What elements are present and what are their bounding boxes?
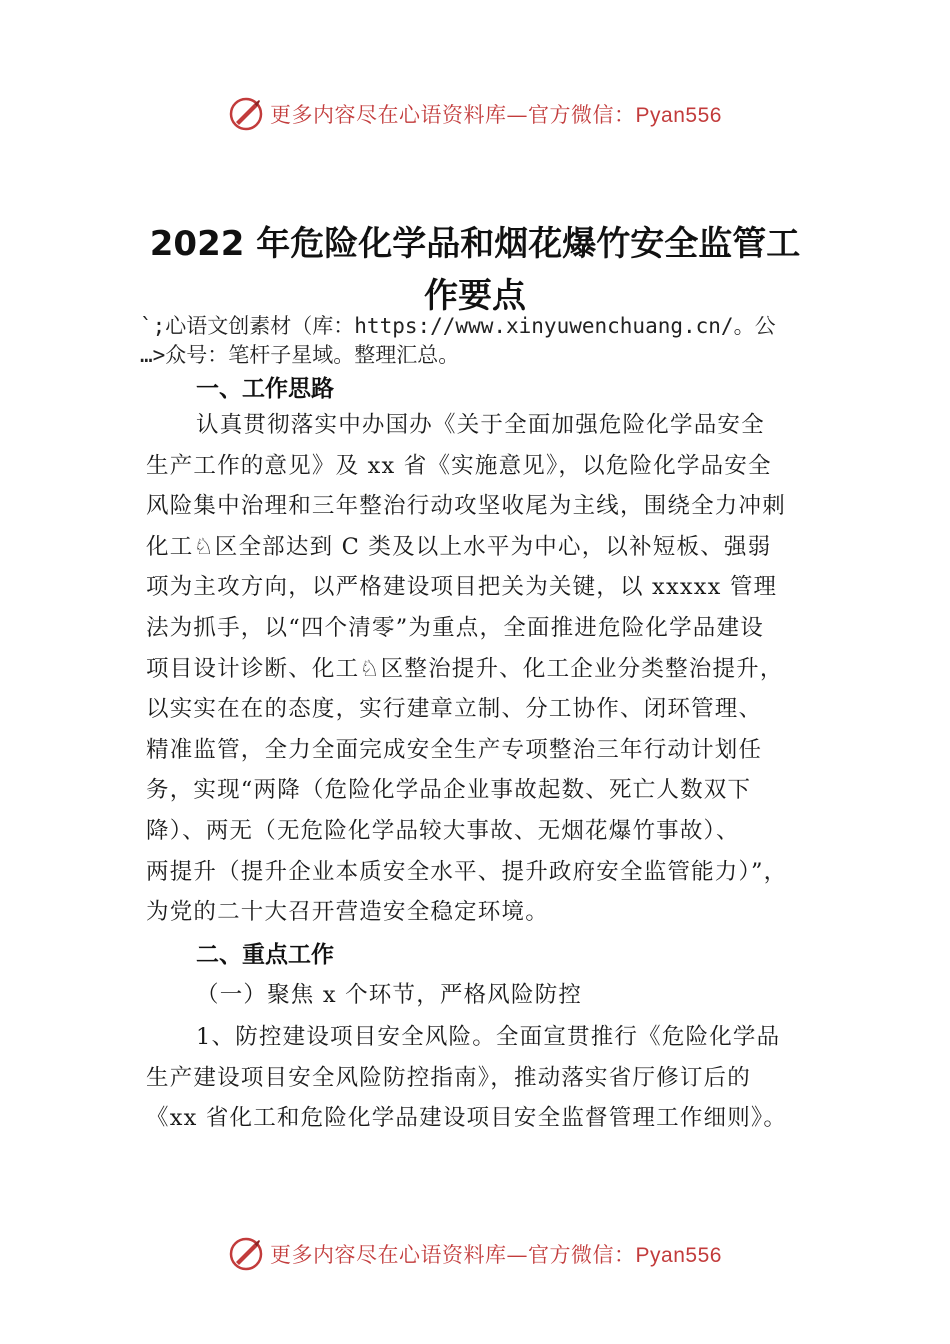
source-line-1: `;心语文创素材（库：https://www.xinyuwenchuang.cn/。公 [140, 314, 776, 338]
source-line-2: …>众号：笔杆子星域。整理汇总。 [140, 343, 460, 367]
paragraph-line: 降）、两无（无危险化学品较大事故、无烟花爆竹事故）、 [146, 817, 740, 844]
title-line-1: 2022 年危险化学品和烟花爆竹安全监管工 [149, 224, 801, 264]
section-heading-2: 二、重点工作 [196, 942, 334, 968]
subsection-heading [196, 975, 816, 1016]
title-line-2: 作要点 [424, 276, 526, 316]
paragraph-line: 以实实在在的态度，实行建章立制、分工协作、闭环管理、 [146, 696, 763, 723]
paragraph-line: 项为主攻方向，以严格建设项目把关为关键，以 xxxxx 管理 [146, 574, 778, 601]
page-title [140, 218, 810, 322]
subsection-line: （一）聚焦 x 个环节，严格风险防控 [196, 982, 583, 1008]
paragraph-line: 项目设计诊断、化工♘区整治提升、化工企业分类整治提升， [146, 655, 784, 682]
item-1-paragraph [146, 1017, 814, 1139]
section-heading-1: 一、工作思路 [196, 376, 334, 402]
paragraph-line: 两提升（提升企业本质安全水平、提升政府安全监管能力）”， [146, 858, 788, 885]
quill-seal-icon [228, 96, 264, 132]
footer-banner [0, 1234, 950, 1274]
paragraph-line: 务，实现“两降（危险化学品企业事故起数、死亡人数双下 [146, 777, 752, 804]
paragraph-line: 化工♘区全部达到 C 类及以上水平为中心，以补短板、强弱 [146, 533, 772, 560]
source-note [140, 312, 830, 370]
quill-seal-icon [228, 1236, 264, 1272]
banner-wechat-id: Pyan556 [635, 1244, 722, 1267]
banner-text: 更多内容尽在心语资料库—官方微信：Pyan556 [270, 1243, 722, 1267]
header-banner [0, 94, 950, 134]
paragraph-line: 生产工作的意见》及 xx 省《实施意见》，以危险化学品安全 [146, 452, 772, 479]
paragraph-line: 生产建设项目安全风险防控指南》，推动落实省厅修订后的 [146, 1064, 751, 1091]
paragraph-line: 《xx 省化工和危险化学品建设项目安全监督管理工作细则》。 [146, 1105, 788, 1132]
paragraph-line: 精准监管，全力全面完成安全生产专项整治三年行动计划任 [146, 736, 763, 763]
paragraph-line: 法为抓手，以“四个清零”为重点，全面推进危险化学品建设 [146, 614, 764, 641]
paragraph-line: 认真贯彻落实中办国办《关于全面加强危险化学品安全 [196, 412, 765, 438]
banner-text: 更多内容尽在心语资料库—官方微信：Pyan556 [270, 103, 722, 127]
banner-wechat-id: Pyan556 [635, 104, 722, 127]
section-1-paragraph [146, 405, 814, 933]
paragraph-line: 1、防控建设项目安全风险。全面宣贯推行《危险化学品 [196, 1024, 781, 1050]
paragraph-line: 风险集中治理和三年整治行动攻坚收尾为主线，围绕全力冲刺 [146, 493, 786, 520]
paragraph-line: 为党的二十大召开营造安全稳定环境。 [146, 899, 549, 926]
